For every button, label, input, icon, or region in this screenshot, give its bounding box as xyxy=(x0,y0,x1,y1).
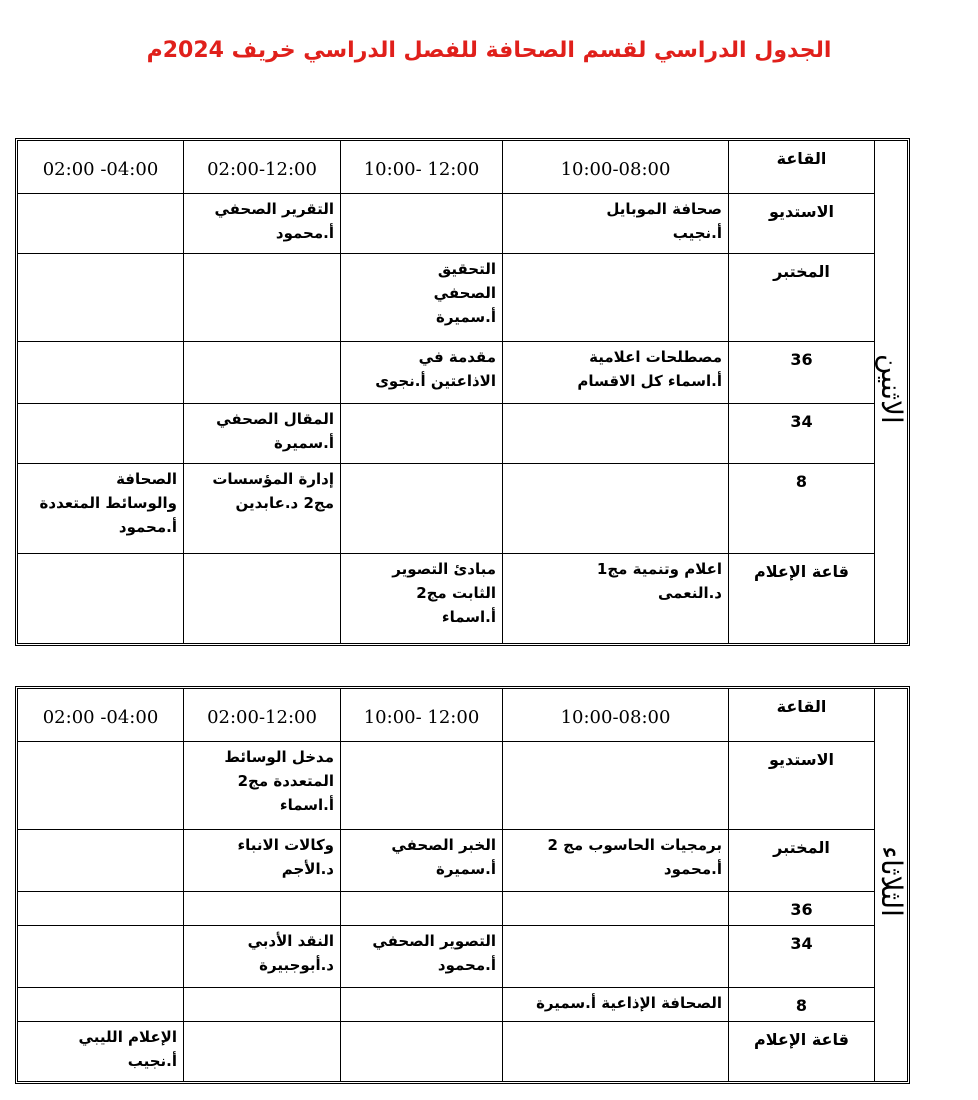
course-cell: النقد الأدبي د.أبوجبيرة xyxy=(184,926,341,988)
room-cell: 36 xyxy=(729,892,875,926)
day-cell xyxy=(875,689,908,1082)
course-cell xyxy=(184,1022,341,1082)
course-cell xyxy=(18,926,184,988)
course-cell xyxy=(18,194,184,254)
course-cell xyxy=(18,254,184,342)
course-cell: مقدمة في الاذاعتين أ.نجوى xyxy=(341,342,503,404)
course-cell xyxy=(503,742,729,830)
table-row xyxy=(18,254,908,342)
room-cell: الاستديو xyxy=(729,194,875,254)
course-cell xyxy=(18,554,184,644)
table-row xyxy=(18,342,908,404)
course-cell: التصوير الصحفي أ.محمود xyxy=(341,926,503,988)
course-cell xyxy=(184,892,341,926)
table-row xyxy=(18,464,908,554)
time-slot-header: 12:00 -10:00 xyxy=(341,689,503,742)
course-cell: الإعلام الليبي أ.نجيب xyxy=(18,1022,184,1082)
room-cell: المختبر xyxy=(729,830,875,892)
course-cell xyxy=(341,464,503,554)
room-cell: 34 xyxy=(729,404,875,464)
course-cell xyxy=(503,892,729,926)
course-cell: اعلام وتنمية مج1 د.النعمى xyxy=(503,554,729,644)
room-cell: 8 xyxy=(729,988,875,1022)
course-cell: مبادئ التصوير الثابت مج2 أ.اسماء xyxy=(341,554,503,644)
room-cell: القاعة xyxy=(729,689,875,742)
course-cell: الخبر الصحفي أ.سميرة xyxy=(341,830,503,892)
course-cell xyxy=(341,892,503,926)
table-row xyxy=(18,926,908,988)
table-row xyxy=(18,554,908,644)
header-row xyxy=(18,689,908,742)
course-cell: وكالات الانباء د.الأجم xyxy=(184,830,341,892)
time-slot-header: 10:00-08:00 xyxy=(503,141,729,194)
course-cell xyxy=(503,404,729,464)
room-cell: المختبر xyxy=(729,254,875,342)
day-label: الاثنين xyxy=(875,353,908,424)
course-cell xyxy=(341,1022,503,1082)
course-cell xyxy=(341,742,503,830)
table-row xyxy=(18,830,908,892)
course-cell: الصحافة والوسائط المتعددة أ.محمود xyxy=(18,464,184,554)
time-slot-header: 02:00-12:00 xyxy=(184,689,341,742)
course-cell xyxy=(503,926,729,988)
table-row xyxy=(18,742,908,830)
course-cell xyxy=(503,464,729,554)
time-slot-header: 10:00-08:00 xyxy=(503,689,729,742)
course-cell: إدارة المؤسسات مج2 د.عابدين xyxy=(184,464,341,554)
course-cell xyxy=(341,404,503,464)
course-cell xyxy=(184,554,341,644)
course-cell xyxy=(503,254,729,342)
room-cell: الاستديو xyxy=(729,742,875,830)
course-cell xyxy=(18,404,184,464)
room-cell: 36 xyxy=(729,342,875,404)
course-cell xyxy=(18,742,184,830)
room-cell: 8 xyxy=(729,464,875,554)
course-cell xyxy=(184,988,341,1022)
time-slot-header: 02:00-12:00 xyxy=(184,141,341,194)
course-cell xyxy=(18,342,184,404)
monday-schedule-table xyxy=(17,140,908,644)
course-cell xyxy=(341,194,503,254)
course-cell: الصحافة الإذاعية أ.سميرة xyxy=(503,988,729,1022)
page-title: الجدول الدراسي لقسم الصحافة للفصل الدراسي خريف 2024م xyxy=(146,38,832,63)
tuesday-schedule-table xyxy=(17,688,908,1082)
course-cell xyxy=(18,988,184,1022)
day-cell xyxy=(875,141,908,644)
day-label: الثلاثاء xyxy=(875,846,908,917)
room-cell: 34 xyxy=(729,926,875,988)
header-row xyxy=(18,141,908,194)
room-cell: قاعة الإعلام xyxy=(729,1022,875,1082)
course-cell xyxy=(184,342,341,404)
table-row xyxy=(18,988,908,1022)
course-cell xyxy=(184,254,341,342)
course-cell: مدخل الوسائط المتعددة مج2 أ.اسماء xyxy=(184,742,341,830)
table-row xyxy=(18,1022,908,1082)
course-cell: التحقيق الصحفي أ.سميرة xyxy=(341,254,503,342)
time-slot-header: 04:00- 02:00 xyxy=(18,689,184,742)
time-slot-header: 12:00 -10:00 xyxy=(341,141,503,194)
course-cell xyxy=(503,1022,729,1082)
table-row xyxy=(18,194,908,254)
room-cell: القاعة xyxy=(729,141,875,194)
course-cell: صحافة الموبايل أ.نجيب xyxy=(503,194,729,254)
time-slot-header: 04:00- 02:00 xyxy=(18,141,184,194)
room-cell: قاعة الإعلام xyxy=(729,554,875,644)
course-cell xyxy=(18,830,184,892)
course-cell: المقال الصحفي أ.سميرة xyxy=(184,404,341,464)
course-cell xyxy=(18,892,184,926)
course-cell: برمجيات الحاسوب مج 2 أ.محمود xyxy=(503,830,729,892)
course-cell: مصطلحات اعلامية أ.اسماء كل الاقسام xyxy=(503,342,729,404)
table-row xyxy=(18,404,908,464)
course-cell xyxy=(341,988,503,1022)
table-row xyxy=(18,892,908,926)
course-cell: التقرير الصحفي أ.محمود xyxy=(184,194,341,254)
